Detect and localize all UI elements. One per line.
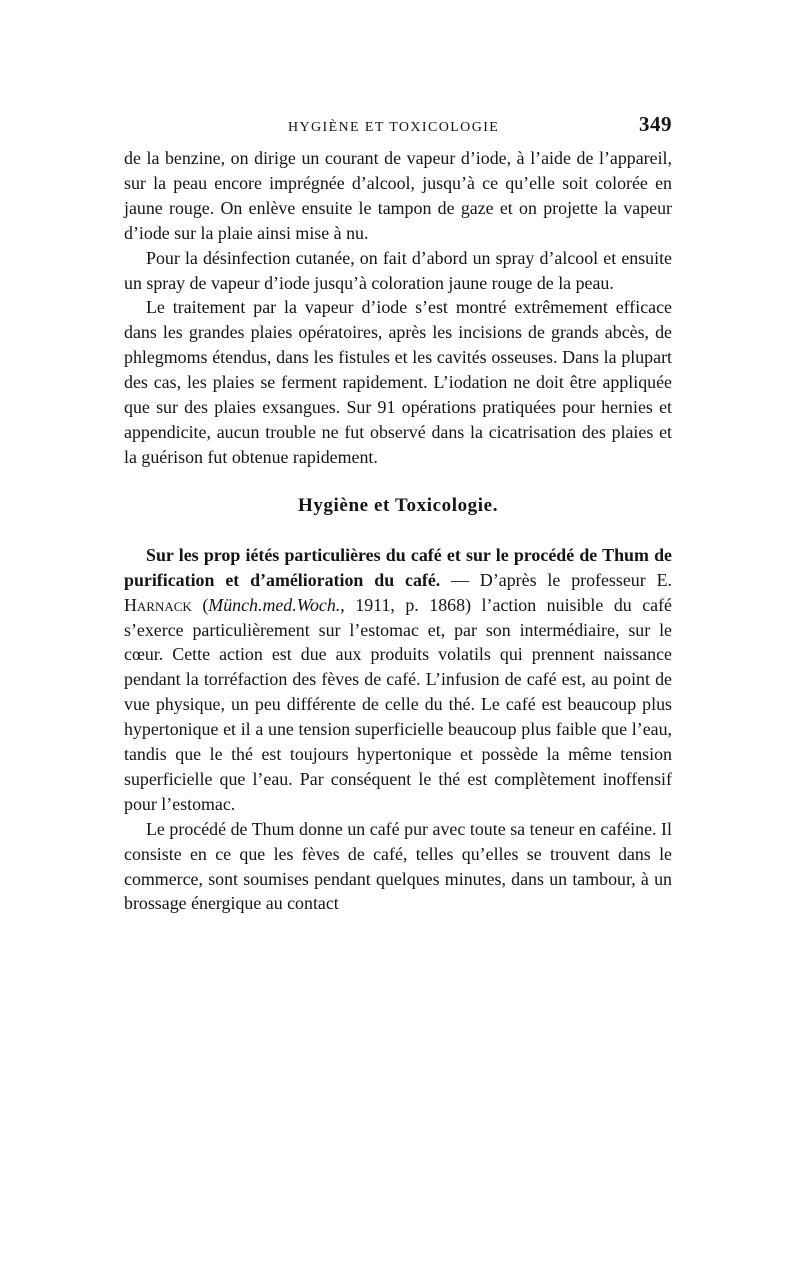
paragraph-coffee-article — [124, 543, 672, 817]
page-number: 349 — [639, 112, 672, 136]
article-dash: — D’après le professeur E. — [440, 569, 672, 590]
paragraph-thum-process: Le procédé de Thum donne un café pur avec toute sa teneur en caféine. Il consiste en ce que les fèves de café, telles qu’elles se trouvent dans le commerce, sont soumises pendant quelques minutes, dans un tambour, à un brossage énergique au contact — [124, 818, 672, 914]
citation-open: ( — [191, 594, 209, 615]
paragraph-iodine-treatment: Le traitement par la vapeur d’iode s’est montré extrêmement efficace dans les grandes plaies opératoires, après les incisions de grands abcès, de phlegmoms étendus, dans les fistules et les cavités osseuses. Dans la plupart des cas, les plaies se ferment rapidement. L’iodation ne doit être appliquée que sur des plaies exsangues. Sur 91 opérations pratiquées pour hernies et appendicite, aucun trouble ne fut observé dans la cicatrisation des plaies et la guérison fut obtenue rapidement. — [124, 297, 672, 467]
paragraph-skin-disinfection: Pour la désinfection cutanée, on fait d’abord un spray d’alcool et ensuite un spray de vapeur d’iode jusqu’à coloration jaune rouge de la peau. — [124, 247, 672, 293]
book-page — [124, 112, 672, 916]
article-body: l’action nuisible du café s’exerce particulièrement sur l’estomac et, par son intermédiaire, sur le cœur. Cette action est due aux produits volatils qui prennent naissance pendant la torréfaction des fèves de café. L’infusion de café est, au point de vue physique, un peu différente de celle du thé. Le café est beaucoup plus hypertonique et il a une tension superficielle beaucoup plus faible que l’eau, tandis que le thé est toujours hypertonique et possède la même tension superficielle que l’eau. Par conséquent le thé est complètement inoffensif pour l’estomac. — [124, 594, 673, 814]
author-name: Harnack — [124, 594, 192, 615]
running-title: HYGIÈNE ET TOXICOLOGIE — [288, 120, 500, 135]
article-title: Sur les prop iétés particulières du café et sur le procédé de Thum de purification et d’amélioration du café. — [124, 544, 672, 590]
journal-name: Münch.med.Woch. — [208, 594, 341, 615]
paragraph-continuation: de la benzine, on dirige un courant de vapeur d’iode, à l’aide de l’appareil, sur la peau encore imprégnée d’alcool, jusqu’à ce qu’elle soit colorée en jaune rouge. On enlève ensuite le tampon de gaze et on projette la vapeur d’iode sur la plaie ainsi mise à nu. — [124, 148, 672, 243]
body-text — [124, 146, 672, 916]
section-heading: Hygiène et Toxicologie. — [297, 494, 499, 516]
running-header — [124, 112, 672, 146]
citation-close: , 1911, p. 1868) — [340, 594, 472, 615]
